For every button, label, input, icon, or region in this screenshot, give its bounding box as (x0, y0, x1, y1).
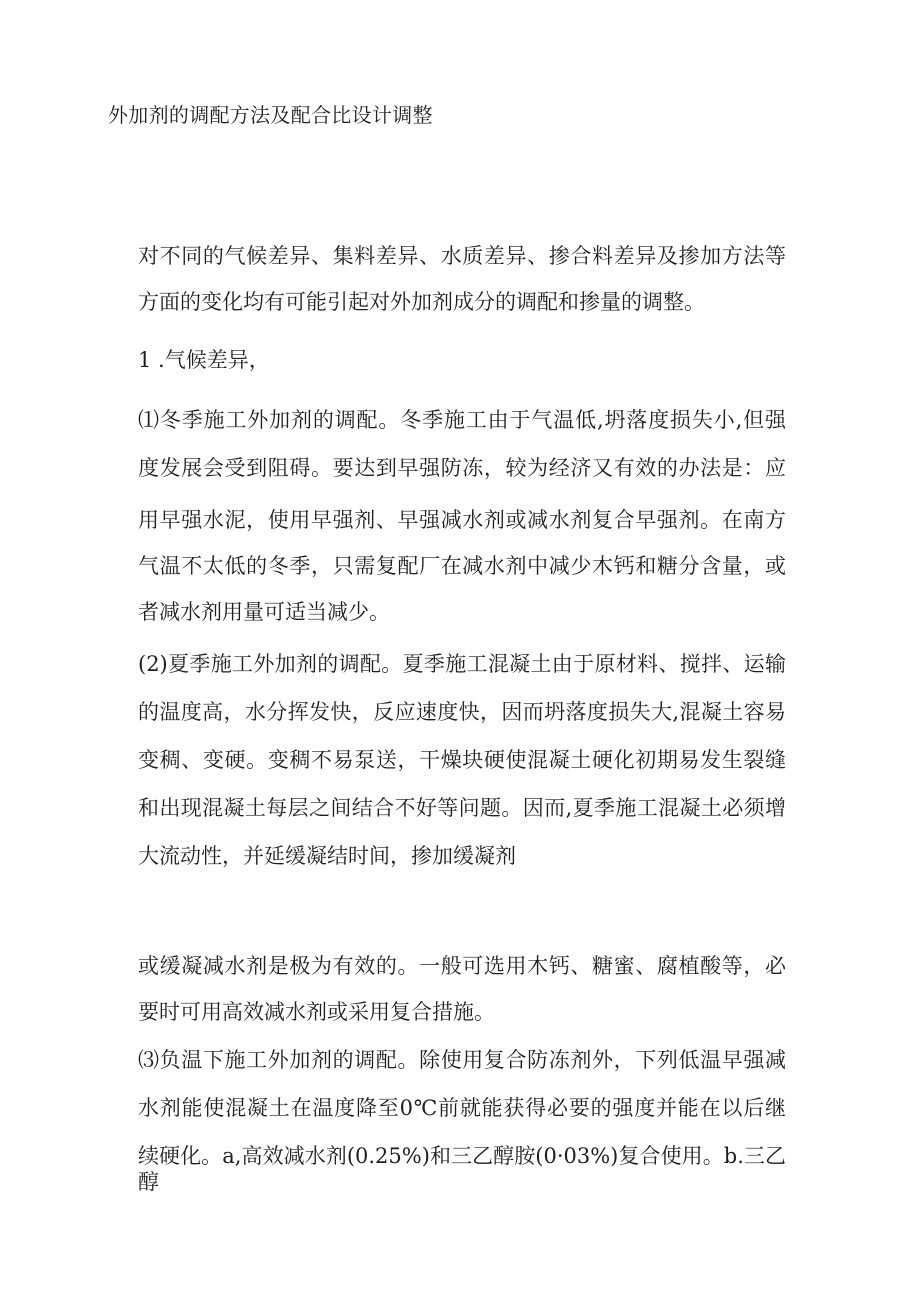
text-line: 变稠、变硬。变稠不易泵送，干燥块硬使混凝土硬化初期易发生裂缝 (138, 748, 786, 772)
text-line: 者减水剂用量可适当减少。 (138, 600, 390, 624)
text-line: 对不同的气候差异、集料差异、水质差异、掺合料差异及掺加方法等 (138, 244, 786, 268)
text-line: ⑴冬季施工外加剂的调配。冬季施工由于气温低,坍落度损失小,但强 (138, 408, 786, 432)
text-line: 续硬化。a,高效减水剂(0.25%)和三乙醇胺(0·03%)复合使用。b.三乙醇 (138, 1144, 786, 1194)
text-line: (2)夏季施工外加剂的调配。夏季施工混凝土由于原材料、搅拌、运输 (138, 652, 786, 676)
section-heading: 1 .气候差异， (138, 348, 270, 372)
text-line: 要时可用高效减水剂或采用复合措施。 (138, 1000, 495, 1024)
text-line: 水剂能使混凝土在温度降至0℃前就能获得必要的强度并能在以后继 (138, 1096, 786, 1120)
text-line: 用早强水泥，使用早强剂、早强减水剂或减水剂复合早强剂。在南方 (138, 508, 786, 532)
text-line: 气温不太低的冬季，只需复配厂在减水剂中减少木钙和糖分含量，或 (138, 554, 786, 578)
document-title: 外加剂的调配方法及配合比设计调整 (108, 103, 433, 127)
text-line: 度发展会受到阻碍。要达到早强防冻，较为经济又有效的办法是：应 (138, 456, 786, 480)
text-line: 和出现混凝土每层之间结合不好等问题。因而,夏季施工混凝土必须增 (138, 796, 786, 820)
text-line: 大流动性，并延缓凝结时间，掺加缓凝剂 (138, 844, 516, 868)
text-line: 的温度高，水分挥发快，反应速度快，因而坍落度损失大,混凝土容易 (138, 700, 786, 724)
text-line: 方面的变化均有可能引起对外加剂成分的调配和掺量的调整。 (138, 290, 705, 314)
text-line: ⑶负温下施工外加剂的调配。除使用复合防冻剂外，下列低温早强减 (138, 1048, 786, 1072)
text-line: 或缓凝减水剂是极为有效的。一般可选用木钙、糖蜜、腐植酸等，必 (138, 954, 786, 978)
